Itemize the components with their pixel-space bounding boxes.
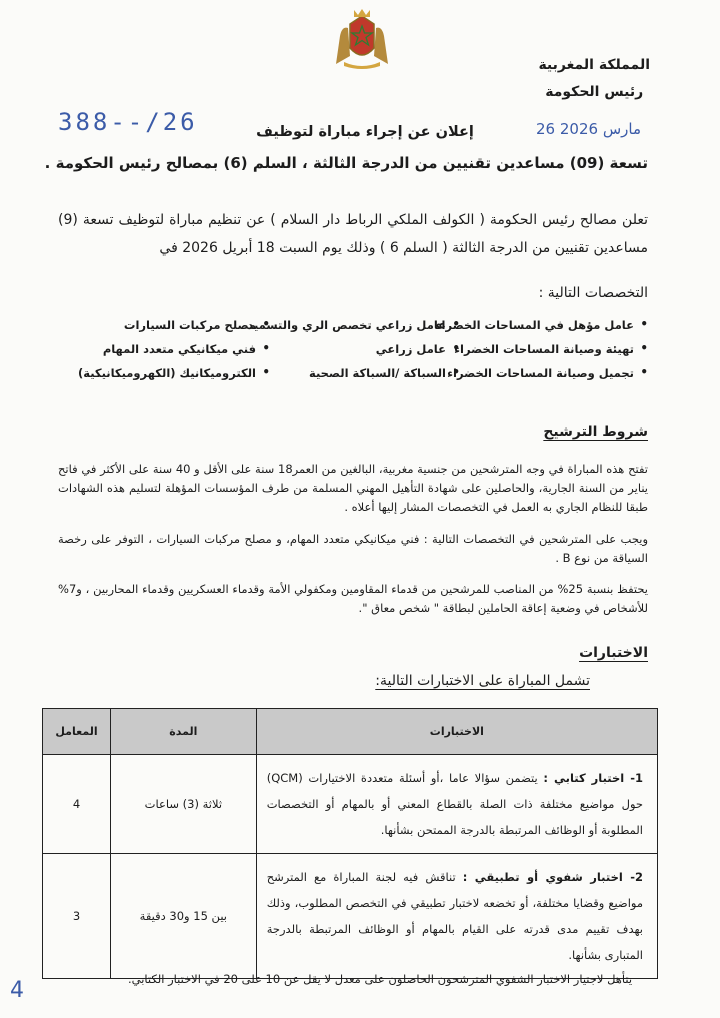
handwritten-page-mark: 4 — [10, 978, 24, 1003]
header-duration: المدة — [110, 709, 256, 755]
header-tests: الاختبارات — [256, 709, 657, 755]
test-duration: بين 15 و30 دقيقة — [110, 854, 256, 979]
tests-table — [42, 708, 658, 979]
tests-intro: تشمل المباراة على الاختبارات التالية: — [375, 673, 590, 689]
intro-paragraph: تعلن مصالح رئيس الحكومة ( الكولف الملكي الرباط دار السلام ) عن تنظيم مباراة لتوظيف تسعة (9) مساعدين تقنيين من الدرجة الثالثة ( السلم 6 ) وذلك يوم السبت 18 أبريل 2026 في — [58, 212, 648, 256]
conditions-paragraph-eligibility: تفتح هذه المباراة في وجه المترشحين من جنسية مغربية، البالغين من العمر18 سنة على الأقل و 40 سنة على الأكثر في فاتح يناير من السنة الجارية، والحاصلين على شهادة التأهيل المهني المسلمة من طرف المؤسسات المؤهلة لتسليم هذه الشهادات طبقا للنظام الجاري به العمل في التخصصات المشار إليها أعلاه . — [58, 462, 648, 514]
specialty-item: • عامل مؤهل في المساحات الخضراء — [460, 318, 648, 332]
specialty-item: • السباكة /السباكة الصحية — [270, 366, 460, 380]
specialty-item: • عامل زراعي — [270, 342, 460, 356]
conditions-paragraph-quota: يحتفظ بنسبة 25% من المناصب للمرشحين من قدماء المقاومين ومكفولي الأمة وقدماء العسكريين وقدماء المحاربين ، و7% للأشخاص في وضعية إعاقة الحاملين لبطاقة " شخص معاق ". — [58, 582, 648, 615]
issuer-block — [538, 52, 650, 106]
test-label: 1- اختبار كتابي : — [543, 771, 644, 785]
test-description-cell — [256, 854, 657, 979]
specialty-item: • فني ميكانيكي متعدد المهام — [58, 342, 270, 356]
specialties-list — [58, 318, 648, 380]
table-row — [43, 755, 658, 854]
test-label: 2- اختبار شفوي أو تطبيقي : — [462, 870, 644, 884]
conditions-paragraph-license: ويجب على المترشحين في التخصصات التالية : فني ميكانيكي متعدد المهام، و مصلح مركبات السيارات ، التوفر على رخصة السياقة من نوع B . — [58, 532, 648, 565]
header-coefficient: المعامل — [43, 709, 111, 755]
handwritten-date: 26 مارس 2026 — [536, 120, 641, 138]
test-description: يتضمن سؤالا عاما ،أو أسئلة متعددة الاختيارات (QCM) حول مواضيع مختلفة ذات الصلة بالقطاع المعني أو بالمهام أو التخصصات المطلوبة أو الوظائف المرتبطة بالدرجة الممتحن بشأنها. — [266, 771, 643, 837]
announcement-title: إعلان عن إجراء مباراة لتوظيف — [256, 124, 474, 140]
test-coefficient: 4 — [43, 755, 111, 854]
specialty-item: • تهيئة وصيانة المساحات الخضراء — [460, 342, 648, 356]
office-name: رئيس الحكومة — [545, 84, 644, 100]
table-row — [43, 854, 658, 979]
footer-note: يتأهل لاجتياز الاختبار الشفوي المترشحون الحاصلون على معدل لا يقل عن 10 على 20 في الاختبار الكتابي. — [127, 972, 633, 986]
tests-title: الاختبارات — [579, 645, 648, 661]
table-header-row — [43, 709, 658, 755]
kingdom-name: المملكة المغربية — [538, 57, 650, 73]
test-duration: ثلاثة (3) ساعات — [110, 755, 256, 854]
specialty-item: • عامل زراعي تخصص الري والتسميد — [270, 318, 460, 332]
specialties-header: التخصصات التالية : — [538, 285, 648, 301]
reference-number: 388--/26 — [58, 108, 198, 136]
specialty-item: • تجميل وصيانة المساحات الخضراء — [460, 366, 648, 380]
specialty-item: • الكتروميكانيك (الكهروميكانيكية) — [58, 366, 270, 380]
royal-emblem-icon — [326, 6, 398, 72]
conditions-title: شروط الترشيح — [543, 424, 648, 440]
announcement-subtitle: تسعة (09) مساعدين تقنيين من الدرجة الثالثة ، السلم (6) بمصالح رئيس الحكومة . — [44, 154, 648, 172]
test-description-cell — [256, 755, 657, 854]
specialty-item: • مصلح مركبات السيارات — [58, 318, 270, 332]
test-coefficient: 3 — [43, 854, 111, 979]
test-description: تناقش فيه لجنة المباراة مع المترشح مواضيع وقضايا مختلفة، أو تخضعه لاختبار تطبيقي في التخصص المطلوب، وذلك بهدف تقييم مدى قدرته على القيام بالمهام أو الوظائف المرتبطة بالدرجة المتبارى بشأنها. — [266, 870, 643, 962]
